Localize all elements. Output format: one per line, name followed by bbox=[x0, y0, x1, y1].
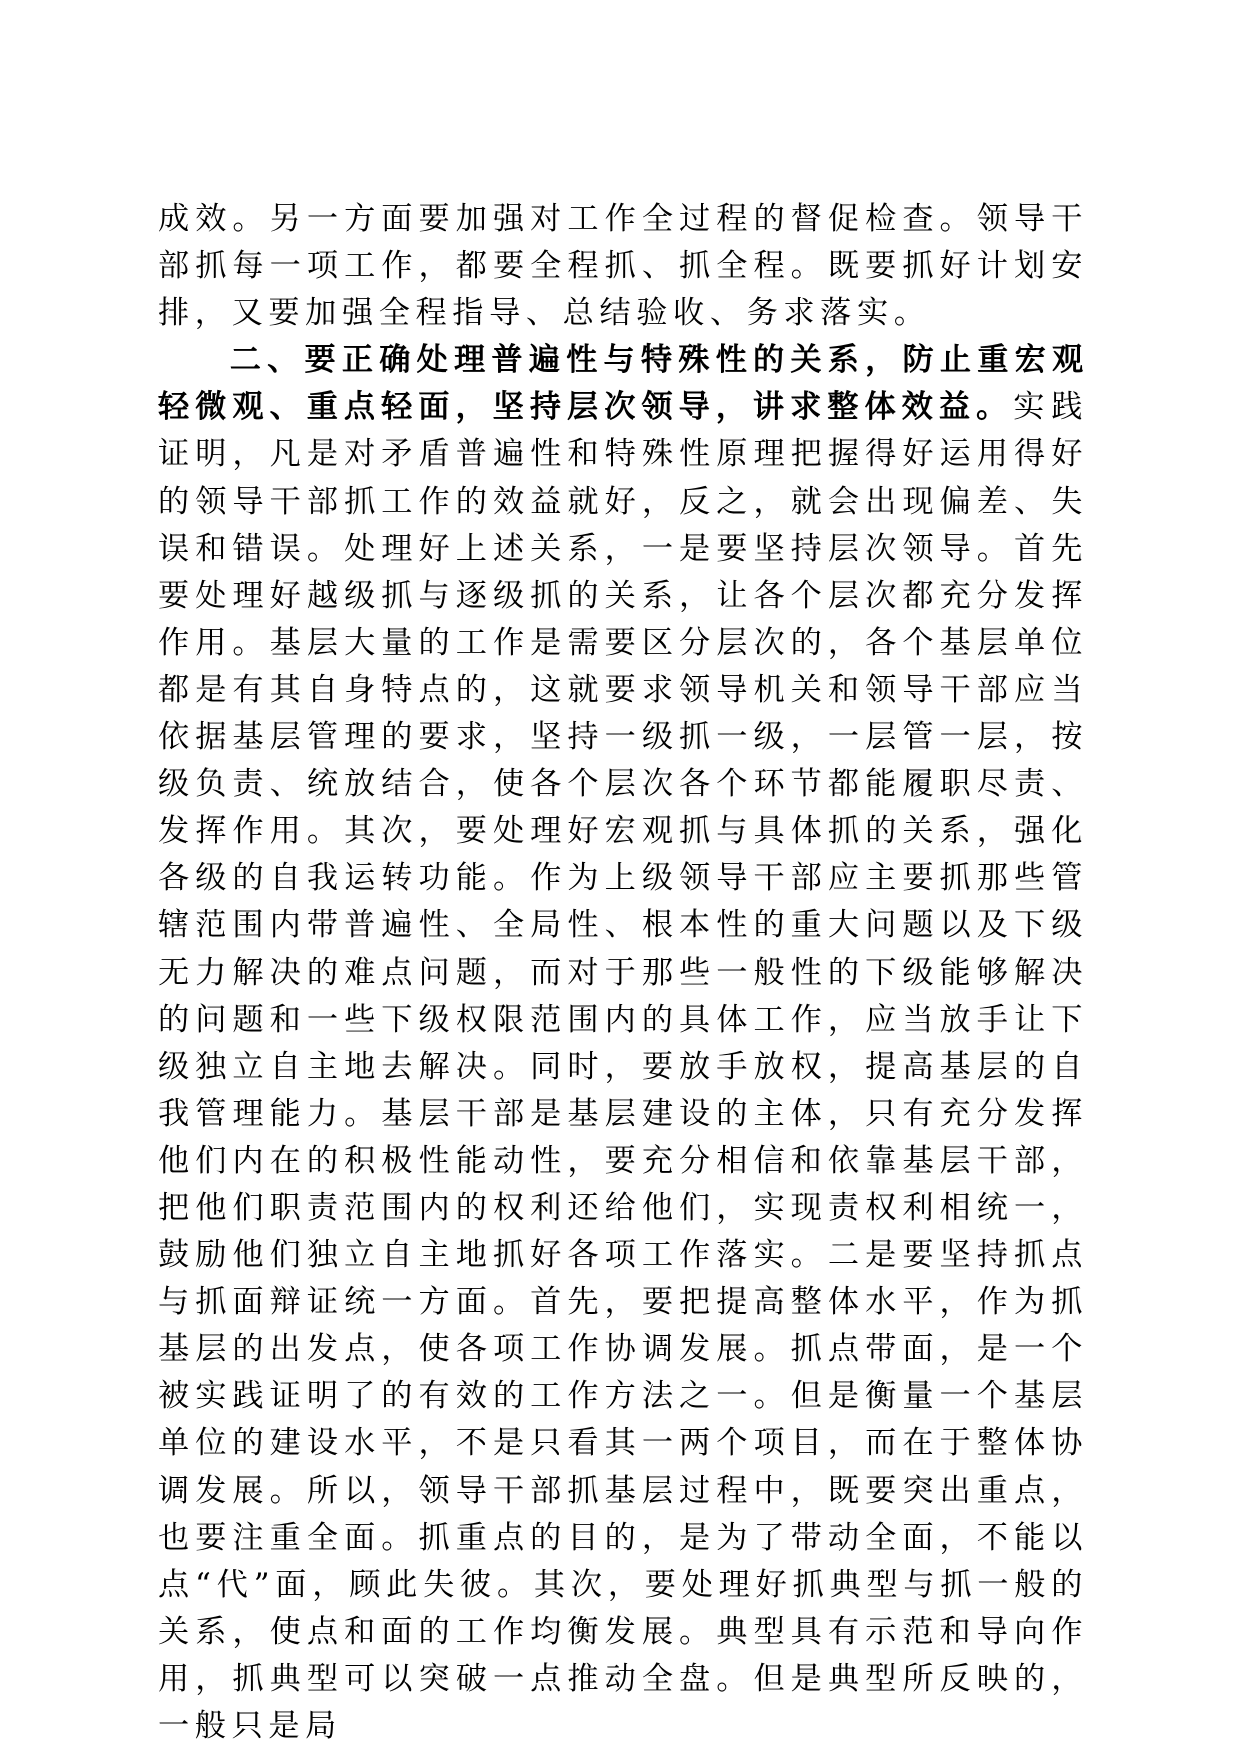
paragraph-continued bbox=[158, 196, 1088, 337]
section-body-text: 实践证明，凡是对矛盾普遍性和特殊性原理把握得好运用得好的领导干部抓工作的效益就好，反之，就会出现偏差、失误和错误。处理好上述关系，一是要坚持层次领导。首先要处理好越级抓与逐级抓的关系，让各个层次都充分发挥作用。基层大量的工作是需要区分层次的，各个基层单位都是有其自身特点的，这就要求领导机关和领导干部应当依据基层管理的要求，坚持一级抓一级，一层管一层，按级负责、统放结合，使各个层次各个环节都能履职尽责、发挥作用。其次，要处理好宏观抓与具体抓的关系，强化各级的自我运转功能。作为上级领导干部应主要抓那些管辖范围内带普遍性、全局性、根本性的重大问题以及下级无力解决的难点问题，而对于那些一般性的下级能够解决的问题和一些下级权限范围内的具体工作，应当放手让下级独立自主地去解决。同时，要放手放权，提高基层的自我管理能力。基层干部是基层建设的主体，只有充分发挥他们内在的积极性能动性，要充分相信和依靠基层干部，把他们职责范围内的权利还给他们，实现责权利相统一，鼓励他们独立自主地抓好各项工作落实。二是要坚持抓点与抓面辩证统一方面。首先，要把提高整体水平，作为抓基层的出发点，使各项工作协调发展。抓点带面，是一个被实践证明了的有效的工作方法之一。但是衡量一个基层单位的建设水平，不是只看其一两个项目，而在于整体协调发展。所以，领导干部抓基层过程中，既要突出重点，也要注重全面。抓重点的目的，是为了带动全面，不能以点“代”面，顾此失彼。其次，要处理好抓典型与抓一般的关系，使点和面的工作均衡发展。典型具有示范和导向作用，抓典型可以突破一点推动全盘。但是典型所反映的，一般只是局 bbox=[158, 389, 1089, 1744]
section-heading: 二、要正确处理普遍性与特殊性的关系，防止重宏观轻微观、重点轻面，坚持层次领导，讲求整体效益。 bbox=[158, 342, 1088, 426]
paragraph-1-text: 成效。另一方面要加强对工作全过程的督促检查。领导干部抓每一项工作，都要全程抓、抓全程。既要抓好计划安排，又要加强全程指导、总结验收、务求落实。 bbox=[158, 201, 1088, 332]
document-body bbox=[158, 196, 1088, 1750]
paragraph-section-two bbox=[158, 337, 1088, 1750]
